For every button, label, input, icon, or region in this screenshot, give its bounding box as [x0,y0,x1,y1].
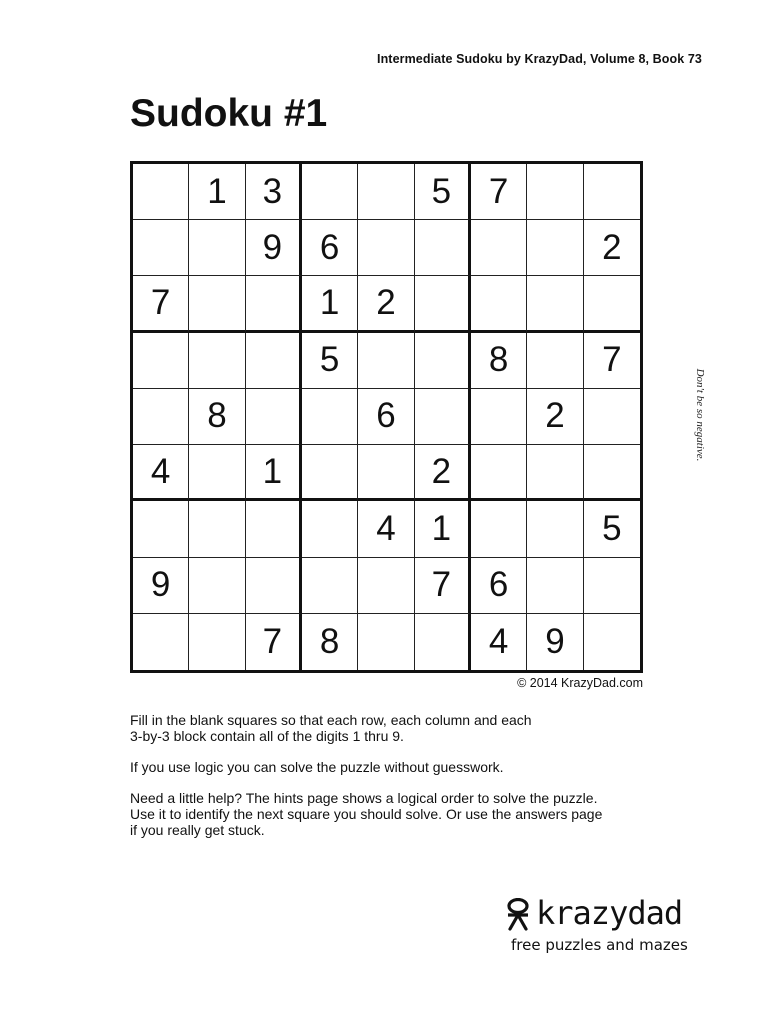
sudoku-cell-r9-c9[interactable] [584,614,640,670]
sudoku-cell-r2-c5[interactable] [358,220,414,276]
sudoku-cell-r5-c1[interactable] [133,389,189,445]
page-title: Sudoku #1 [130,92,328,135]
sudoku-cell-r9-c4[interactable]: 8 [302,614,358,670]
sudoku-cell-r8-c6[interactable]: 7 [415,558,471,614]
sudoku-cell-r9-c7[interactable]: 4 [471,614,527,670]
sudoku-cell-r8-c3[interactable] [246,558,302,614]
sudoku-cell-r8-c7[interactable]: 6 [471,558,527,614]
sudoku-cell-r7-c4[interactable] [302,501,358,557]
sudoku-cell-r4-c1[interactable] [133,333,189,389]
sudoku-cell-r5-c6[interactable] [415,389,471,445]
sudoku-cell-r2-c3[interactable]: 9 [246,220,302,276]
sudoku-cell-r4-c7[interactable]: 8 [471,333,527,389]
sudoku-cell-r3-c8[interactable] [527,276,583,332]
sudoku-cell-r3-c6[interactable] [415,276,471,332]
instructions-help [130,790,690,838]
sudoku-cell-r1-c6[interactable]: 5 [415,164,471,220]
sudoku-cell-r1-c3[interactable]: 3 [246,164,302,220]
sudoku-cell-r3-c7[interactable] [471,276,527,332]
sudoku-cell-r7-c5[interactable]: 4 [358,501,414,557]
sudoku-cell-r9-c5[interactable] [358,614,414,670]
copyright-text: © 2014 KrazyDad.com [517,676,643,690]
sudoku-cell-r8-c2[interactable] [189,558,245,614]
sudoku-cell-r1-c1[interactable] [133,164,189,220]
instructions-rules-line-1: Fill in the blank squares so that each row, each column and each [130,712,532,728]
sudoku-cell-r4-c4[interactable]: 5 [302,333,358,389]
sudoku-cell-r7-c9[interactable]: 5 [584,501,640,557]
sudoku-cell-r3-c9[interactable] [584,276,640,332]
sudoku-cell-r5-c8[interactable]: 2 [527,389,583,445]
sudoku-cell-r2-c6[interactable] [415,220,471,276]
instructions-rules [130,712,690,744]
sudoku-cell-r6-c9[interactable] [584,445,640,501]
sudoku-cell-r5-c4[interactable] [302,389,358,445]
sudoku-cell-r4-c6[interactable] [415,333,471,389]
sudoku-cell-r1-c8[interactable] [527,164,583,220]
sudoku-cell-r5-c3[interactable] [246,389,302,445]
sudoku-cell-r3-c5[interactable]: 2 [358,276,414,332]
sudoku-cell-r9-c8[interactable]: 9 [527,614,583,670]
book-info: Intermediate Sudoku by KrazyDad, Volume 8, Book 73 [377,52,702,66]
sudoku-cell-r7-c6[interactable]: 1 [415,501,471,557]
sudoku-cell-r8-c5[interactable] [358,558,414,614]
sudoku-cell-r4-c5[interactable] [358,333,414,389]
instructions-logic: If you use logic you can solve the puzzle without guesswork. [130,759,504,775]
instructions-rules-line-2: 3-by-3 block contain all of the digits 1 thru 9. [130,728,404,744]
sudoku-cell-r6-c8[interactable] [527,445,583,501]
instructions-help-line-3: if you really get stuck. [130,822,265,838]
sudoku-cell-r6-c5[interactable] [358,445,414,501]
instructions-help-line-2: Use it to identify the next square you should solve. Or use the answers page [130,806,603,822]
side-quote-text: Don't be so negative. [694,368,706,462]
sudoku-cell-r3-c2[interactable] [189,276,245,332]
sudoku-cell-r2-c1[interactable] [133,220,189,276]
logo-wordmark: krazydad [536,894,683,932]
sudoku-cell-r8-c9[interactable] [584,558,640,614]
sudoku-cell-r2-c2[interactable] [189,220,245,276]
sudoku-cell-r6-c6[interactable]: 2 [415,445,471,501]
sudoku-cell-r5-c2[interactable]: 8 [189,389,245,445]
sudoku-cell-r1-c7[interactable]: 7 [471,164,527,220]
sudoku-cell-r6-c7[interactable] [471,445,527,501]
sudoku-cell-r7-c2[interactable] [189,501,245,557]
sudoku-cell-r5-c9[interactable] [584,389,640,445]
sudoku-cell-r7-c3[interactable] [246,501,302,557]
sudoku-cell-r8-c1[interactable]: 9 [133,558,189,614]
sudoku-cell-r6-c1[interactable]: 4 [133,445,189,501]
sudoku-cell-r1-c4[interactable] [302,164,358,220]
sudoku-cell-r8-c4[interactable] [302,558,358,614]
sudoku-cell-r8-c8[interactable] [527,558,583,614]
sudoku-cell-r3-c3[interactable] [246,276,302,332]
sudoku-cell-r2-c8[interactable] [527,220,583,276]
sudoku-cell-r6-c3[interactable]: 1 [246,445,302,501]
sudoku-cell-r2-c4[interactable]: 6 [302,220,358,276]
krazydad-logo [506,894,706,964]
sudoku-cell-r3-c1[interactable]: 7 [133,276,189,332]
sudoku-cell-r1-c2[interactable]: 1 [189,164,245,220]
sudoku-cell-r7-c8[interactable] [527,501,583,557]
sudoku-cell-r7-c7[interactable] [471,501,527,557]
sudoku-cell-r4-c3[interactable] [246,333,302,389]
sudoku-cell-r4-c8[interactable] [527,333,583,389]
instructions-help-line-1: Need a little help? The hints page shows a logical order to solve the puzzle. [130,790,598,806]
sudoku-cell-r9-c6[interactable] [415,614,471,670]
sudoku-cell-r1-c9[interactable] [584,164,640,220]
sudoku-cell-r6-c4[interactable] [302,445,358,501]
sudoku-cell-r3-c4[interactable]: 1 [302,276,358,332]
sudoku-cell-r4-c2[interactable] [189,333,245,389]
sudoku-cell-r5-c7[interactable] [471,389,527,445]
sudoku-cell-r6-c2[interactable] [189,445,245,501]
sudoku-cell-r5-c5[interactable]: 6 [358,389,414,445]
sudoku-cell-r2-c7[interactable] [471,220,527,276]
logo-tagline: free puzzles and mazes [511,936,688,954]
sudoku-cell-r4-c9[interactable]: 7 [584,333,640,389]
sudoku-cell-r9-c2[interactable] [189,614,245,670]
sudoku-cell-r1-c5[interactable] [358,164,414,220]
sudoku-cell-r7-c1[interactable] [133,501,189,557]
sudoku-cell-r9-c3[interactable]: 7 [246,614,302,670]
stick-figure-icon [506,898,530,937]
sudoku-cell-r9-c1[interactable] [133,614,189,670]
sudoku-cell-r2-c9[interactable]: 2 [584,220,640,276]
sudoku-grid [130,161,643,673]
instructions [130,712,690,853]
